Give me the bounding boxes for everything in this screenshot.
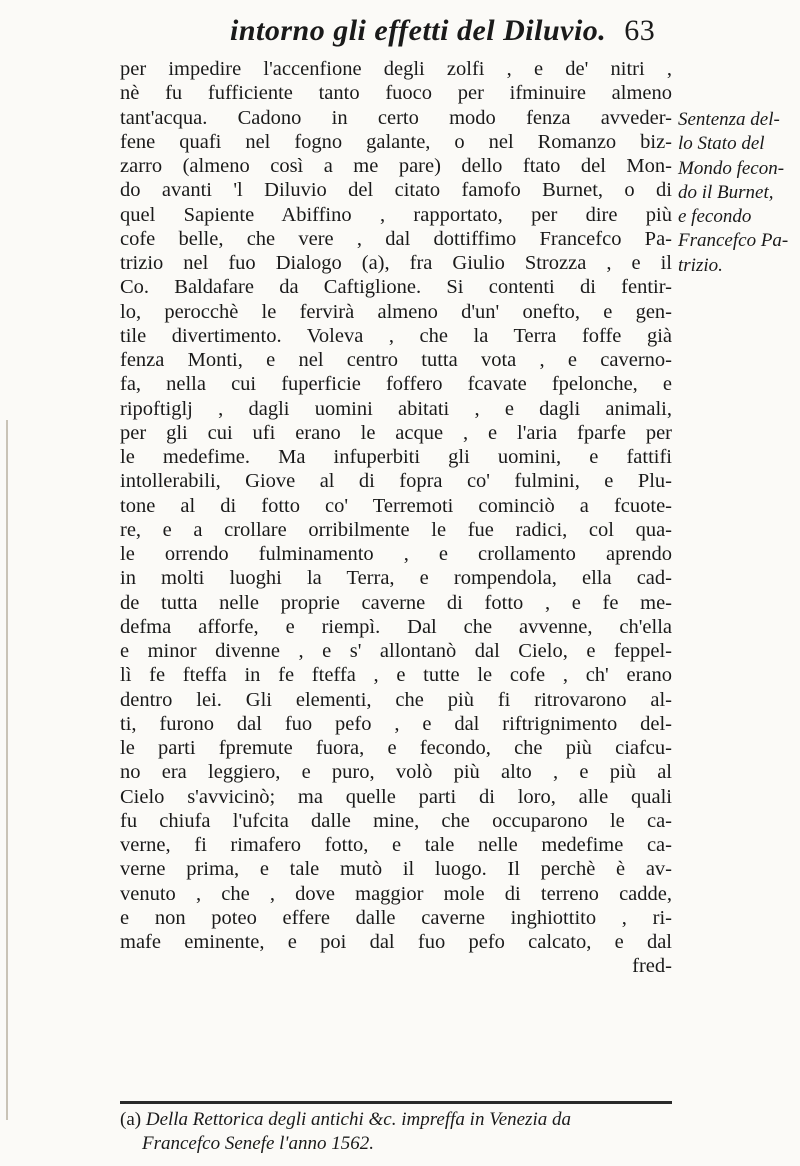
footnote-line-2: Francefco Senefe l'anno 1562.	[142, 1133, 374, 1154]
footnote-text: Della Rettorica degli antichi &c. impreffa in Venezia da	[145, 1109, 571, 1130]
body-text	[120, 57, 672, 979]
text-line: cofe belle, che vere , dal dottiffimo Francefco Pa-	[120, 227, 672, 250]
text-line: e minor divenne , e s' allontanò dal Cielo, e feppel-	[120, 640, 672, 662]
text-line: tant'acqua. Cadono in certo modo fenza avveder-	[120, 106, 672, 129]
text-line: per gli cui ufi erano le acque , e l'aria fparfe per	[120, 421, 672, 444]
text-line: zarro (almeno così a me pare) dello ftato del Mon-	[120, 155, 672, 177]
text-line: fenza Monti, e nel centro tutta vota , e caverno-	[120, 349, 672, 371]
page-edge-shadow	[6, 420, 8, 1120]
margin-note-line: do il Burnet,	[678, 181, 774, 203]
footnote-marker: (a)	[120, 1109, 142, 1130]
text-line: mafe eminente, e poi dal fuo pefo calcato, e dal	[120, 931, 672, 953]
text-line: fred-	[632, 955, 672, 978]
margin-note-line: Mondo fecon-	[678, 157, 785, 179]
text-line: do avanti 'l Diluvio del citato famofo Burnet, o di	[120, 179, 672, 202]
text-line: venuto , che , dove maggior mole di terreno cadde,	[120, 882, 672, 905]
text-line: verne prima, e tale mutò il luogo. Il perchè è av-	[120, 858, 672, 881]
footnote	[120, 1108, 680, 1156]
text-line: trizio nel fuo Dialogo (a), fra Giulio Strozza , e il	[120, 252, 672, 274]
text-line: e non poteo effere dalle caverne inghiottito , ri-	[120, 906, 672, 929]
text-line: fa, nella cui fuperficie foffero fcavate fpelonche, e	[120, 373, 672, 396]
footnote-line-1	[120, 1108, 680, 1132]
text-line: Cielo s'avvicinò; ma quelle parti di loro, alle quali	[120, 785, 672, 808]
text-line: defma afforfe, e riempì. Dal che avvenne, ch'ella	[120, 615, 672, 638]
text-line: ti, furono dal fuo pefo , e dal riftrignimento del-	[120, 712, 672, 735]
text-line: ripoftiglj , dagli uomini abitati , e dagli animali,	[120, 397, 672, 420]
margin-note-line: Francefco Pa-	[678, 230, 789, 252]
text-line: per impedire l'accenfione degli zolfi , e de' nitri ,	[120, 58, 672, 80]
margin-note-line: Sentenza del-	[678, 109, 780, 130]
text-line: intollerabili, Giove al di fopra co' fulmini, e Plu-	[120, 470, 672, 493]
text-line: tone al di fotto co' Terremoti cominciò a fcuote-	[120, 494, 672, 517]
text-line: dentro lei. Gli elementi, che più fi ritrovarono al-	[120, 688, 672, 711]
text-line: tile divertimento. Voleva , che la Terra foffe già	[120, 324, 672, 347]
running-head-title: intorno gli effetti del Diluvio.	[230, 14, 607, 47]
margin-note	[678, 108, 798, 278]
text-line: re, e a crollare orribilmente le fue radici, col qua-	[120, 518, 672, 541]
margin-note-line: trizio.	[678, 254, 723, 276]
footnote-rule	[120, 1101, 672, 1104]
page-number: 63	[624, 14, 656, 47]
text-line: Co. Baldafare da Caftiglione. Si contenti di fentir-	[120, 276, 672, 299]
text-line: le medefime. Ma infuperbiti gli uomini, e fattifi	[120, 446, 672, 468]
text-line: verne, fi rimafero fotto, e tale nelle medefime ca-	[120, 834, 672, 856]
running-head	[230, 14, 670, 48]
margin-note-line: e fecondo	[678, 206, 752, 227]
text-line: in molti luoghi la Terra, e rompendola, ella cad-	[120, 567, 672, 590]
text-line: no era leggiero, e puro, volò più alto , e più al	[120, 761, 672, 784]
text-line: le parti fpremute fuora, e fecondo, che più ciafcu-	[120, 737, 672, 759]
text-line: lì fe fteffa in fe fteffa , e tutte le cofe , ch' erano	[120, 664, 672, 687]
text-line: quel Sapiente Abiffino , rapportato, per dire più	[120, 203, 672, 226]
text-line: nè fu fufficiente tanto fuoco per ifminuire almeno	[120, 82, 672, 105]
text-line: le orrendo fulminamento , e crollamento aprendo	[120, 543, 672, 565]
text-line: fu chiufa l'ufcita dalle mine, che occuparono le ca-	[120, 809, 672, 832]
text-line: de tutta nelle proprie caverne di fotto , e fe me-	[120, 591, 672, 614]
text-line: fene quafi nel fogno galante, o nel Romanzo biz-	[120, 130, 672, 153]
margin-note-line: lo Stato del	[678, 133, 765, 155]
text-line: lo, perocchè le fervirà almeno d'un' onefto, e gen-	[120, 300, 672, 323]
